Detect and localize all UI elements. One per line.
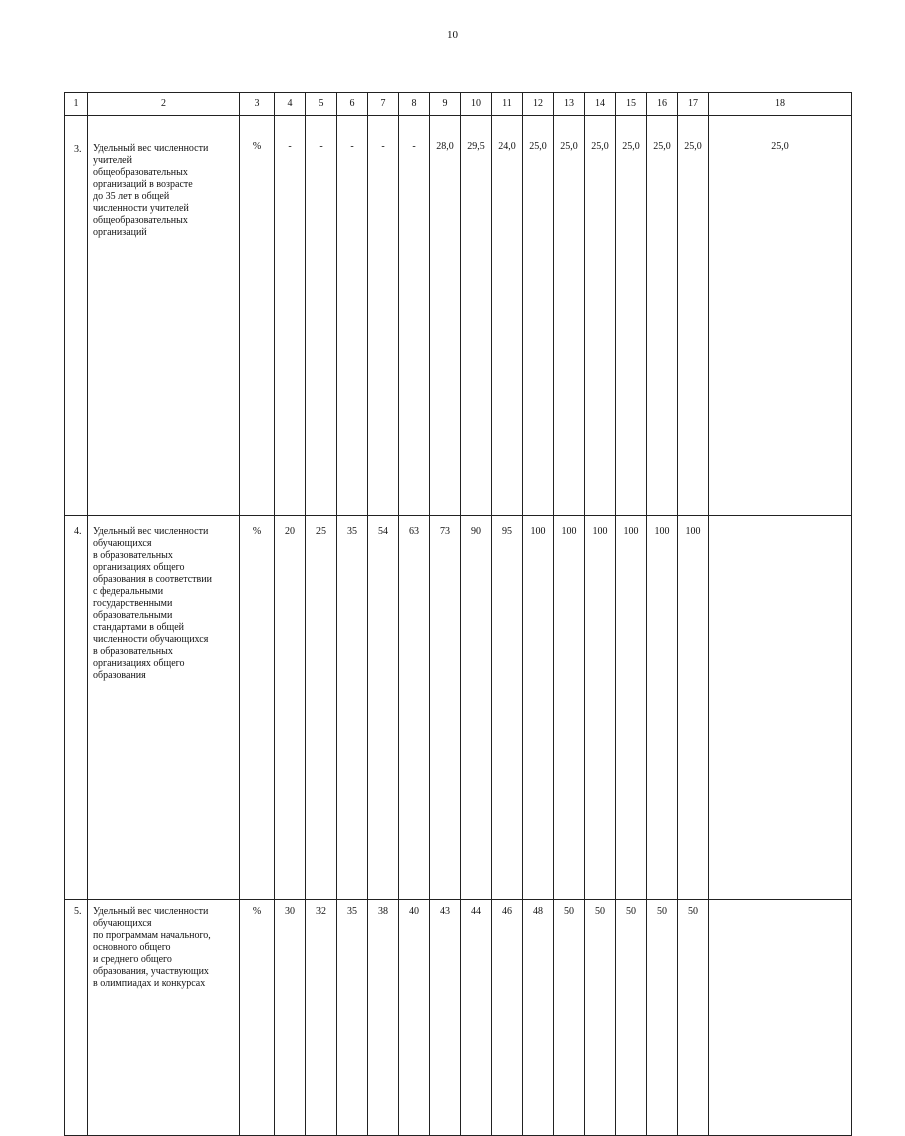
value-cell: 25,0 bbox=[709, 116, 852, 516]
value-cell: 50 bbox=[554, 900, 585, 1136]
indicator-name: Удельный вес численности учителей общеобразовательных организаций в возрасте до 35 лет в общей численности учителей общеобразовательных организаций bbox=[88, 116, 240, 516]
value-cell: 35 bbox=[337, 900, 368, 1136]
value-cell: 25 bbox=[306, 516, 337, 900]
value-cell: 30 bbox=[275, 900, 306, 1136]
header-cell: 8 bbox=[399, 93, 430, 116]
row-index: 3. bbox=[65, 116, 88, 516]
table-row bbox=[65, 116, 852, 516]
unit-cell: % bbox=[240, 900, 275, 1136]
value-cell: 25,0 bbox=[616, 116, 647, 516]
indicator-name: Удельный вес численности обучающихся по программам начального, основного общего и среднего общего образования, участвующих в олимпиадах и конкурсах bbox=[88, 900, 240, 1136]
value-cell bbox=[709, 900, 852, 1136]
header-cell: 14 bbox=[585, 93, 616, 116]
value-cell: 54 bbox=[368, 516, 399, 900]
header-row bbox=[65, 93, 852, 116]
indicators-table bbox=[64, 92, 852, 1136]
header-cell: 17 bbox=[678, 93, 709, 116]
value-cell: 48 bbox=[523, 900, 554, 1136]
value-cell: 100 bbox=[616, 516, 647, 900]
header-cell: 3 bbox=[240, 93, 275, 116]
header-cell: 5 bbox=[306, 93, 337, 116]
table-row bbox=[65, 900, 852, 1136]
value-cell: 100 bbox=[678, 516, 709, 900]
table-row bbox=[65, 516, 852, 900]
value-cell: 50 bbox=[616, 900, 647, 1136]
value-cell: 100 bbox=[585, 516, 616, 900]
value-cell: 25,0 bbox=[678, 116, 709, 516]
row-index: 5. bbox=[65, 900, 88, 1136]
value-cell: 24,0 bbox=[492, 116, 523, 516]
value-cell: 100 bbox=[554, 516, 585, 900]
value-cell: 100 bbox=[647, 516, 678, 900]
header-cell: 7 bbox=[368, 93, 399, 116]
page-number: 10 bbox=[447, 29, 458, 41]
value-cell: 25,0 bbox=[523, 116, 554, 516]
unit-cell: % bbox=[240, 516, 275, 900]
header-cell: 1 bbox=[65, 93, 88, 116]
header-cell: 18 bbox=[709, 93, 852, 116]
header-cell: 16 bbox=[647, 93, 678, 116]
value-cell: - bbox=[337, 116, 368, 516]
value-cell: 46 bbox=[492, 900, 523, 1136]
value-cell: 50 bbox=[678, 900, 709, 1136]
value-cell: 44 bbox=[461, 900, 492, 1136]
value-cell: 38 bbox=[368, 900, 399, 1136]
value-cell: - bbox=[399, 116, 430, 516]
row-index: 4. bbox=[65, 516, 88, 900]
indicator-name: Удельный вес численности обучающихся в образовательных организациях общего образования в соответствии с федеральными государственными образовательными стандартами в общей численности обучающихся в образовательных организациях общего образования bbox=[88, 516, 240, 900]
header-cell: 11 bbox=[492, 93, 523, 116]
unit-cell: % bbox=[240, 116, 275, 516]
value-cell: 35 bbox=[337, 516, 368, 900]
value-cell: 63 bbox=[399, 516, 430, 900]
value-cell: 50 bbox=[647, 900, 678, 1136]
header-cell: 10 bbox=[461, 93, 492, 116]
value-cell bbox=[709, 516, 852, 900]
header-cell: 4 bbox=[275, 93, 306, 116]
value-cell: 20 bbox=[275, 516, 306, 900]
value-cell: 40 bbox=[399, 900, 430, 1136]
value-cell: 50 bbox=[585, 900, 616, 1136]
value-cell: 29,5 bbox=[461, 116, 492, 516]
header-cell: 15 bbox=[616, 93, 647, 116]
header-cell: 12 bbox=[523, 93, 554, 116]
header-cell: 2 bbox=[88, 93, 240, 116]
value-cell: 28,0 bbox=[430, 116, 461, 516]
value-cell: 25,0 bbox=[554, 116, 585, 516]
value-cell: - bbox=[275, 116, 306, 516]
value-cell: - bbox=[306, 116, 337, 516]
value-cell: 95 bbox=[492, 516, 523, 900]
value-cell: - bbox=[368, 116, 399, 516]
value-cell: 73 bbox=[430, 516, 461, 900]
value-cell: 25,0 bbox=[585, 116, 616, 516]
header-cell: 13 bbox=[554, 93, 585, 116]
value-cell: 100 bbox=[523, 516, 554, 900]
value-cell: 32 bbox=[306, 900, 337, 1136]
value-cell: 90 bbox=[461, 516, 492, 900]
value-cell: 25,0 bbox=[647, 116, 678, 516]
value-cell: 43 bbox=[430, 900, 461, 1136]
header-cell: 6 bbox=[337, 93, 368, 116]
header-cell: 9 bbox=[430, 93, 461, 116]
